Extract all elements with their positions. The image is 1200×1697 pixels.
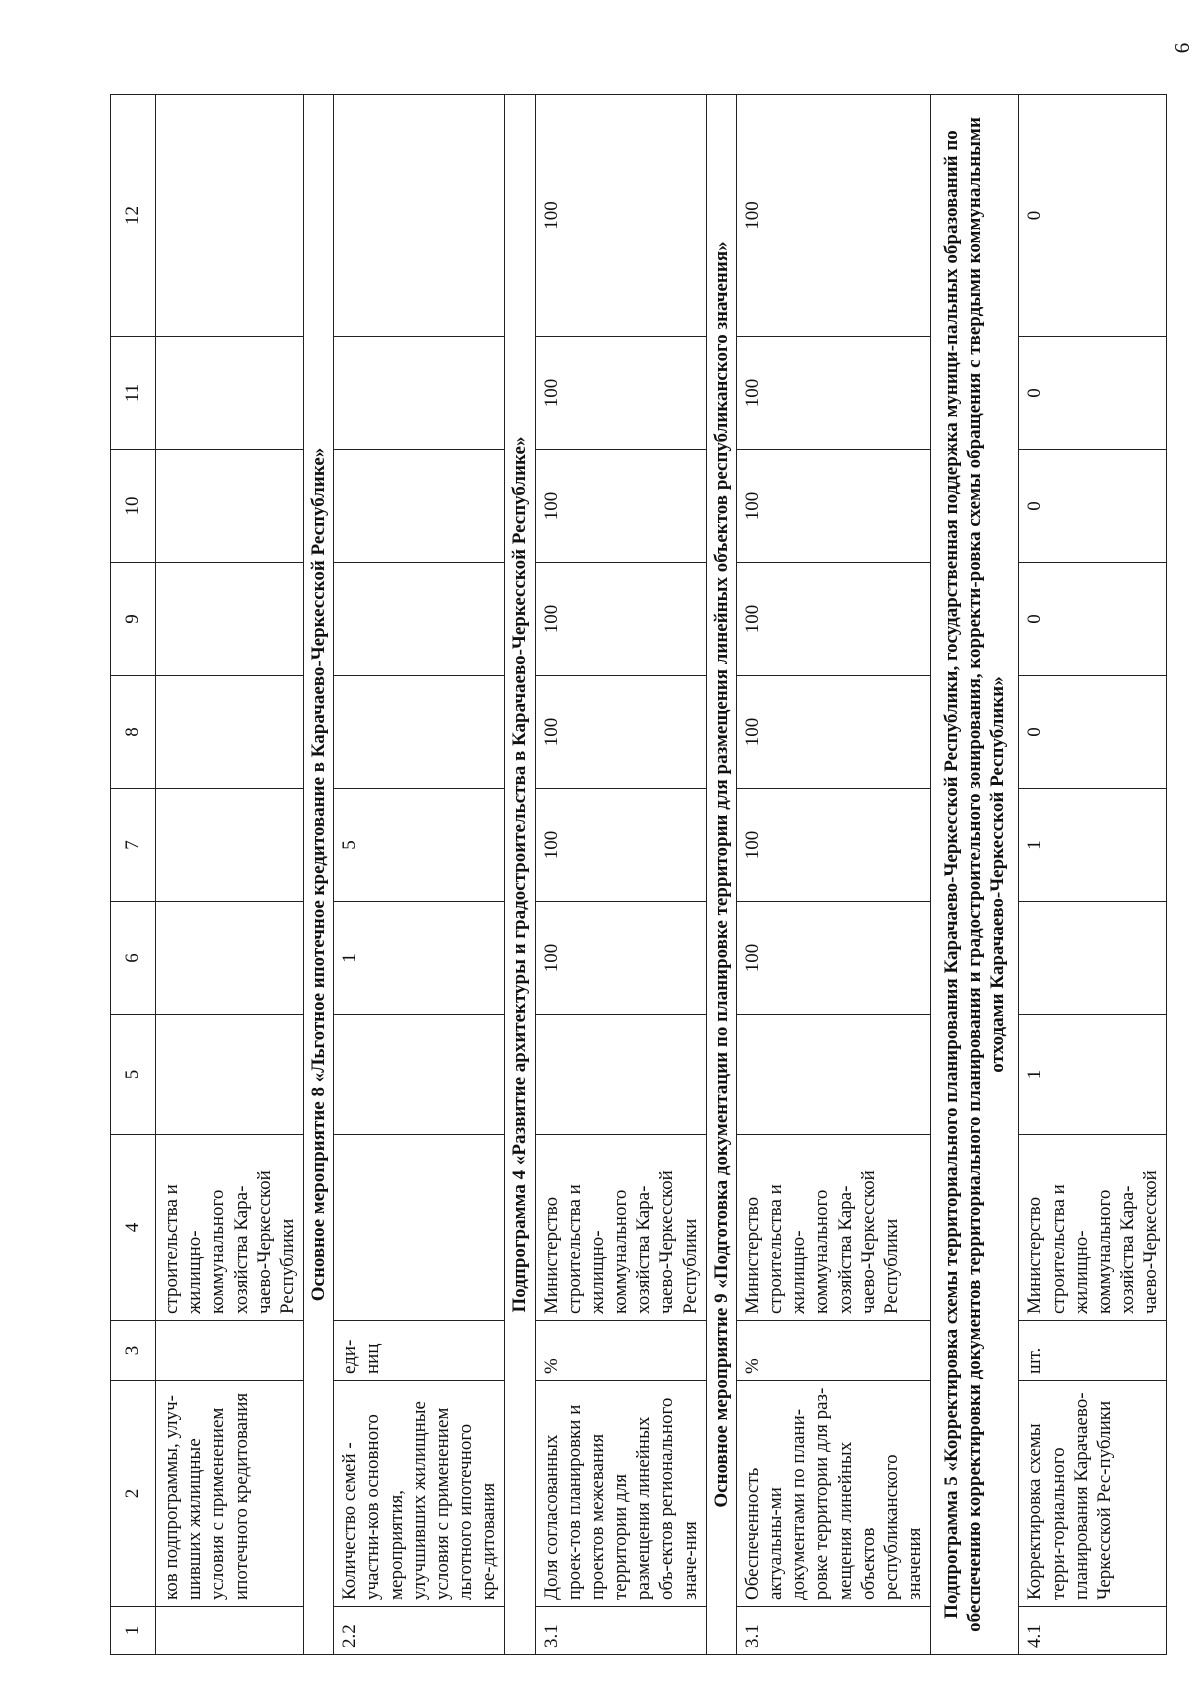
responsible-org: Министерство строительства и жилищно-коммунального хозяйства Кара-чаево-Черкесской Республики [736, 1135, 930, 1321]
column-header: 4 [111, 1135, 156, 1321]
responsible-org [334, 1135, 505, 1321]
value-cell [334, 563, 505, 676]
section-row [706, 95, 736, 1655]
section-title: Основное мероприятие 9 «Подготовка документации по планировке территории для размещения линейных объектов республиканского значения» [706, 95, 736, 1655]
value-cell [156, 902, 304, 1015]
value-cell: 1 [1019, 1015, 1167, 1135]
column-header: 8 [111, 676, 156, 789]
value-cell [156, 95, 304, 337]
value-cell [156, 450, 304, 563]
section-title: Основное мероприятие 8 «Льготное ипотечное кредитование в Карачаево-Черкесской Республике» [304, 95, 334, 1655]
indicator-name: Корректировка схемы терри-ториального планирования Карачаево-Черкесской Рес-публики [1019, 1381, 1167, 1607]
value-cell: 100 [535, 450, 706, 563]
page-number: 6 [1170, 42, 1194, 54]
section-row [304, 95, 334, 1655]
indicator-name: Количество семей - участни-ков основного мероприятия, улучшивших жилищные условия с применением льготного ипотечного кре-дитования [334, 1381, 505, 1607]
value-cell [156, 337, 304, 450]
value-cell [156, 789, 304, 902]
responsible-org: Министерство строительства и жилищно-коммунального хозяйства Кара-чаево-Черкесской [1019, 1135, 1167, 1321]
value-cell [156, 1015, 304, 1135]
value-cell [535, 1015, 706, 1135]
section-row [931, 95, 1019, 1655]
column-header: 3 [111, 1321, 156, 1381]
value-cell: 5 [334, 789, 505, 902]
value-cell [156, 563, 304, 676]
unit-cell: еди-ниц [334, 1321, 505, 1381]
column-header: 1 [111, 1607, 156, 1655]
section-row [505, 95, 535, 1655]
value-cell [736, 1015, 930, 1135]
value-cell: 100 [736, 337, 930, 450]
value-cell [334, 95, 505, 337]
responsible-org: строительства и жилищно-коммунального хозяйства Кара-чаево-Черкесской Республики [156, 1135, 304, 1321]
section-title: Подпрограмма 5 «Корректировка схемы территориального планирования Карачаево-Черкесской Республики, государственная поддержка муници-пальных образований по обеспечению корректировки документов территориального планирования и градостроительного зонирования, корректи-ровка схемы обращения с твердыми коммунальными отходами Карачаево-Черкесской Республики» [931, 95, 1019, 1655]
section-title: Подпрограмма 4 «Развитие архитектуры и градостроительства в Карачаево-Черкесской Республике» [505, 95, 535, 1655]
indicator-name: Обеспеченность актуальны-ми документами по плани-ровке территории для раз-мещения линейных объектов республиканского значения [736, 1381, 930, 1607]
unit-cell [156, 1321, 304, 1381]
unit-cell: % [535, 1321, 706, 1381]
value-cell: 100 [736, 450, 930, 563]
value-cell: 0 [1019, 95, 1167, 337]
row-number: 2.2 [334, 1607, 505, 1655]
value-cell: 100 [736, 902, 930, 1015]
row-number [156, 1607, 304, 1655]
indicator-table [110, 94, 1167, 1655]
value-cell: 100 [535, 563, 706, 676]
table-row [334, 95, 505, 1655]
table-row [535, 95, 706, 1655]
row-number: 3.1 [736, 1607, 930, 1655]
value-cell: 100 [736, 95, 930, 337]
value-cell: 100 [535, 95, 706, 337]
value-cell [156, 676, 304, 789]
indicator-name: ков подпрограммы, улуч-шивших жилищные условия с применением ипотечного кредитования [156, 1381, 304, 1607]
indicator-name: Доля согласованных проек-тов планировки и проектов межевания территории для размещения линейных объ-ектов регионального значе-ния [535, 1381, 706, 1607]
value-cell: 0 [1019, 563, 1167, 676]
responsible-org: Министерство строительства и жилищно-коммунального хозяйства Кара-чаево-Черкесской Республики [535, 1135, 706, 1321]
column-header: 12 [111, 95, 156, 337]
row-number: 3.1 [535, 1607, 706, 1655]
value-cell: 100 [535, 902, 706, 1015]
table-row [156, 95, 304, 1655]
value-cell: 100 [736, 563, 930, 676]
value-cell: 0 [1019, 676, 1167, 789]
column-header: 9 [111, 563, 156, 676]
unit-cell: % [736, 1321, 930, 1381]
value-cell [334, 676, 505, 789]
column-header: 11 [111, 337, 156, 450]
value-cell: 100 [535, 337, 706, 450]
unit-cell: шт. [1019, 1321, 1167, 1381]
column-header: 10 [111, 450, 156, 563]
value-cell [1019, 902, 1167, 1015]
value-cell [334, 337, 505, 450]
column-header: 7 [111, 789, 156, 902]
value-cell: 100 [736, 789, 930, 902]
column-header: 6 [111, 902, 156, 1015]
header-row [111, 95, 156, 1655]
value-cell: 0 [1019, 450, 1167, 563]
value-cell: 100 [535, 676, 706, 789]
table-row [736, 95, 930, 1655]
row-number: 4.1 [1019, 1607, 1167, 1655]
value-cell: 0 [1019, 337, 1167, 450]
column-header: 2 [111, 1381, 156, 1607]
value-cell: 100 [535, 789, 706, 902]
value-cell: 1 [1019, 789, 1167, 902]
value-cell [334, 1015, 505, 1135]
value-cell: 1 [334, 902, 505, 1015]
value-cell [334, 450, 505, 563]
table-row [1019, 95, 1167, 1655]
column-header: 5 [111, 1015, 156, 1135]
table-container [110, 95, 1162, 1655]
value-cell: 100 [736, 676, 930, 789]
